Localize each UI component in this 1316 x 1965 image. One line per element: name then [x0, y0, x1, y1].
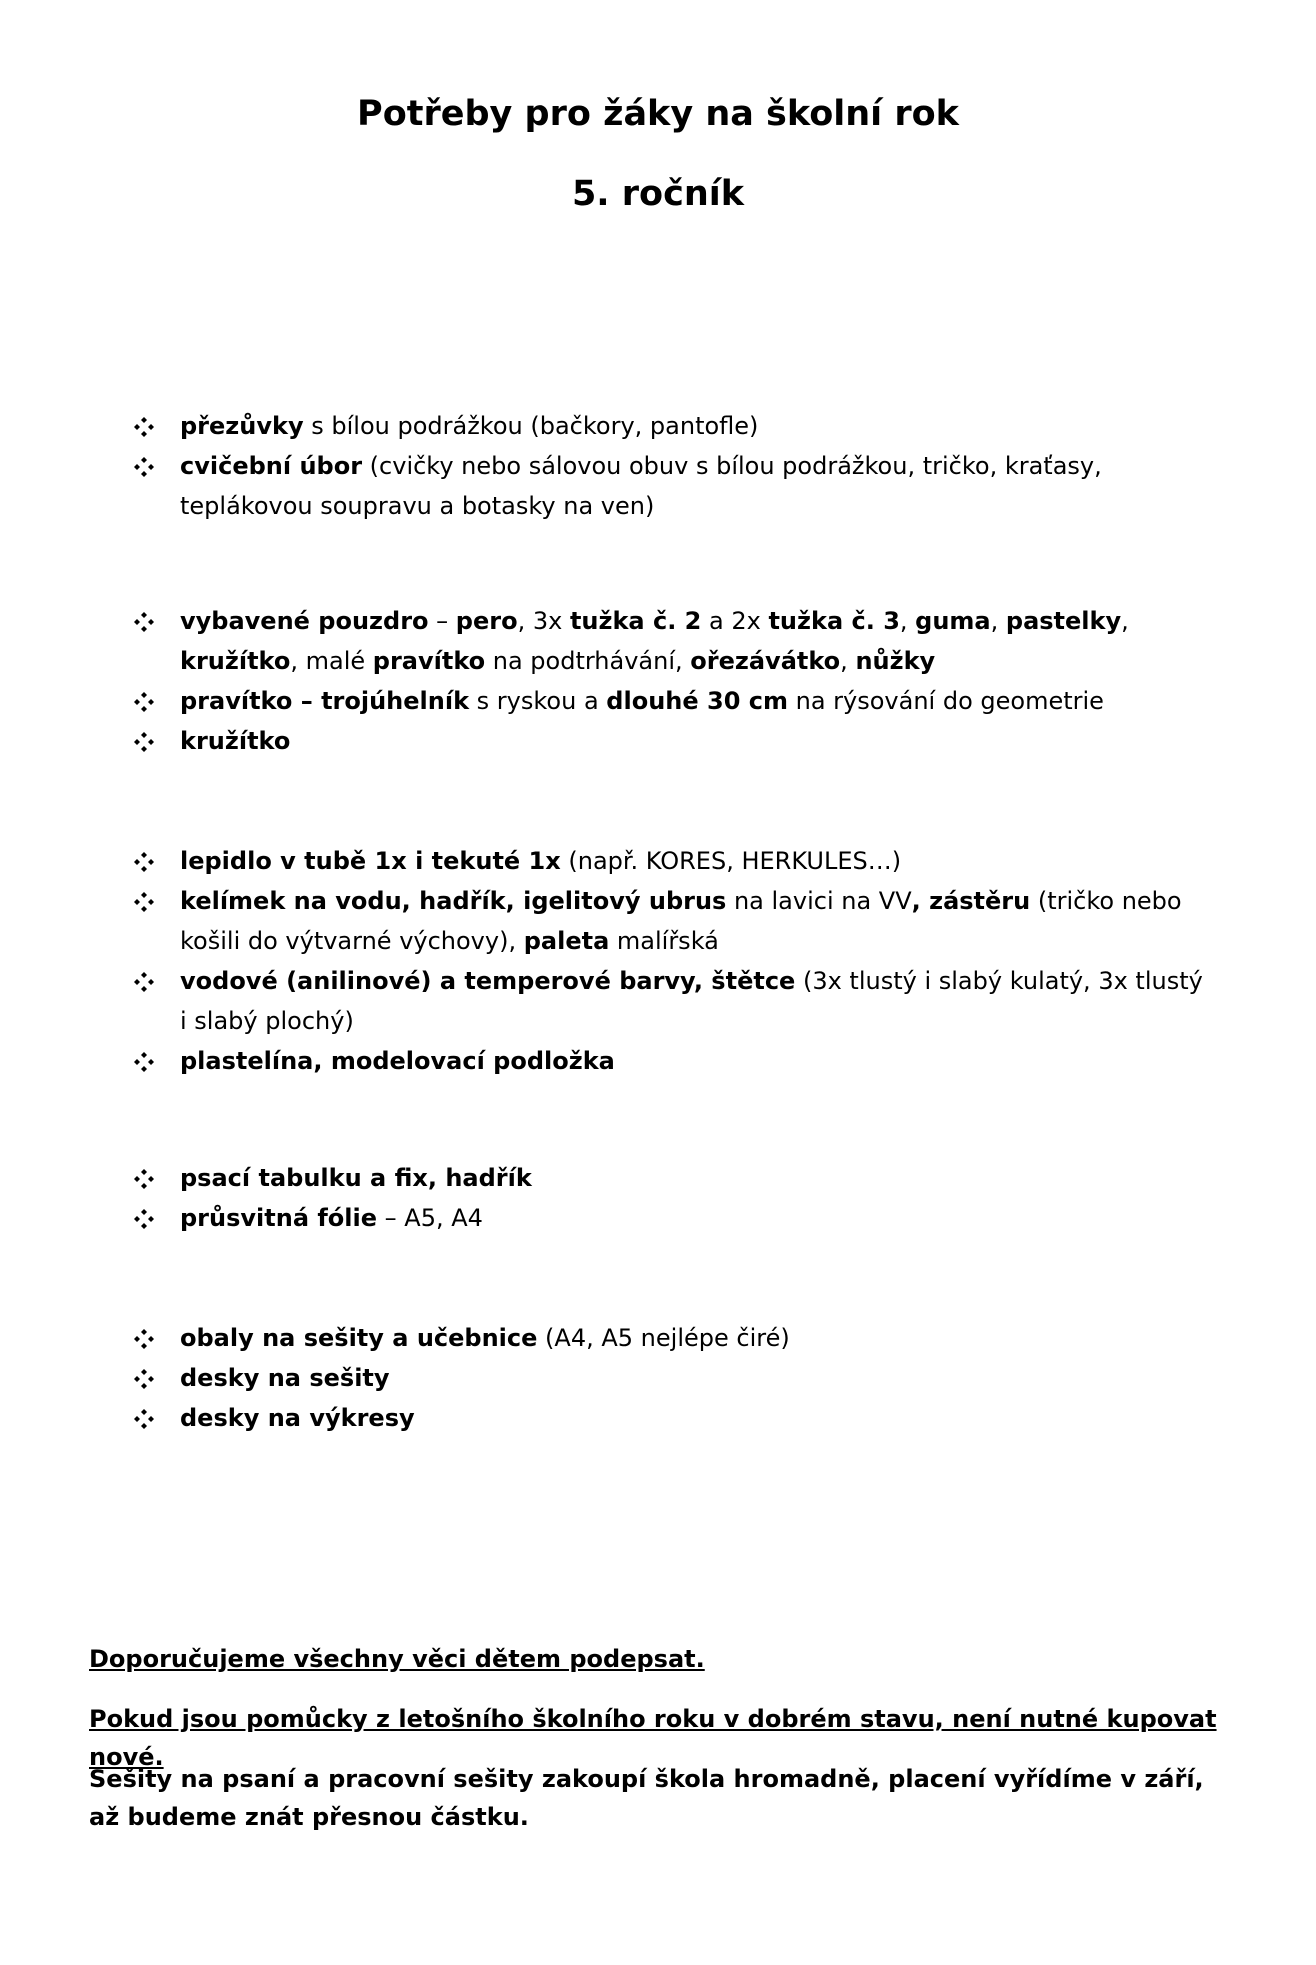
item-text: , [990, 607, 1006, 635]
item-text: , malé [290, 647, 373, 675]
list-item [134, 1318, 1214, 1358]
note-sign-items: Doporučujeme všechny věci dětem podepsat. [89, 1645, 705, 1673]
list-item [134, 1041, 1214, 1081]
list-item [134, 1198, 1214, 1238]
note-workbooks-purchase: Sešity na psaní a pracovní sešity zakoupí škola hromadně, placení vyřídíme v září, až budeme znát přesnou částku. [89, 1765, 1204, 1831]
item-text: (např. KORES, HERKULES…) [560, 847, 902, 875]
page-title: Potřeby pro žáky na školní rok [357, 94, 959, 134]
item-text: , [1121, 607, 1129, 635]
item-bold-text: ořezávátko [690, 647, 841, 675]
item-bold-text: plastelína, modelovací podložka [180, 1047, 615, 1075]
item-bold-text: paleta [523, 927, 610, 955]
supplies-list-writing-board [134, 1158, 1214, 1238]
list-item [134, 1358, 1214, 1398]
item-text: s ryskou a [469, 687, 607, 715]
item-bold-text: pravítko [372, 647, 486, 675]
item-text: malířská [609, 927, 719, 955]
item-bold-text: dlouhé 30 cm [606, 687, 788, 715]
item-bold-text: , zástěru [911, 887, 1031, 915]
list-item [134, 601, 1214, 681]
supplies-list-shoes-clothing [134, 406, 1214, 526]
diamond-bullet-icon [134, 892, 154, 912]
diamond-bullet-icon [134, 1369, 154, 1389]
item-text: (A4, A5 nejlépe čiré) [537, 1324, 790, 1352]
list-item [134, 681, 1214, 721]
diamond-bullet-icon [134, 1052, 154, 1072]
item-text: (3x tlustý i slabý kulatý, 3x tlustý i slabý plochý) [180, 967, 1203, 1035]
item-bold-text: cvičební úbor [180, 452, 363, 480]
list-item [134, 841, 1214, 881]
list-item [134, 961, 1214, 1041]
item-bold-text: psací tabulku a fix, hadřík [180, 1164, 532, 1192]
item-bold-text: přezůvky [180, 412, 304, 440]
item-bold-text: lepidlo v tubě 1x i tekuté 1x [180, 847, 561, 875]
item-bold-text: vodové (anilinové) a temperové barvy, štětce [180, 967, 796, 995]
item-bold-text: tužka č. 2 [569, 607, 702, 635]
item-bold-text: nůžky [855, 647, 936, 675]
item-bold-text: kelímek na vodu, hadřík, igelitový ubrus [180, 887, 727, 915]
list-item [134, 881, 1214, 961]
item-text: na lavici na VV [726, 887, 912, 915]
supplies-list-art [134, 841, 1214, 1081]
diamond-bullet-icon [134, 972, 154, 992]
diamond-bullet-icon [134, 1209, 154, 1229]
diamond-bullet-icon [134, 1409, 154, 1429]
note-reuse-supplies: Pokud jsou pomůcky z letošního školního roku v dobrém stavu, není nutné kupovat nové. [89, 1705, 1217, 1771]
item-bold-text: guma [915, 607, 991, 635]
diamond-bullet-icon [134, 417, 154, 437]
item-bold-text: tužka č. 3 [768, 607, 900, 635]
diamond-bullet-icon [134, 692, 154, 712]
supplies-list-pencil-case [134, 601, 1214, 761]
item-text: , [899, 607, 916, 635]
page-subtitle: 5. ročník [571, 174, 745, 214]
list-item [134, 446, 1214, 526]
diamond-bullet-icon [134, 1169, 154, 1189]
item-bold-text: vybavené pouzdro [180, 607, 429, 635]
item-bold-text: průsvitná fólie [180, 1204, 378, 1232]
item-bold-text: desky na sešity [180, 1364, 390, 1392]
diamond-bullet-icon [134, 612, 154, 632]
list-item [134, 721, 1214, 761]
diamond-bullet-icon [134, 732, 154, 752]
diamond-bullet-icon [134, 852, 154, 872]
item-bold-text: kružítko [180, 647, 291, 675]
supplies-list-covers [134, 1318, 1214, 1438]
item-text: , [840, 647, 856, 675]
item-bold-text: kružítko [180, 727, 291, 755]
item-bold-text: pero [455, 607, 518, 635]
item-text: (tričko nebo košili do výtvarné výchovy), [180, 887, 1182, 955]
item-bold-text: obaly na sešity a učebnice [180, 1324, 538, 1352]
item-bold-text: pravítko – trojúhelník [180, 687, 470, 715]
list-item [134, 1398, 1214, 1438]
item-bold-text: pastelky [1005, 607, 1122, 635]
list-item [134, 406, 1214, 446]
item-text: – [428, 607, 456, 635]
item-text: a 2x [701, 607, 769, 635]
item-text: (cvičky nebo sálovou obuv s bílou podrážkou, tričko, kraťasy, teplákovou soupravu a botasky na ven) [180, 452, 1102, 520]
item-text: , 3x [517, 607, 570, 635]
item-text: s bílou podrážkou (bačkory, pantofle) [303, 412, 759, 440]
diamond-bullet-icon [134, 1329, 154, 1349]
list-item [134, 1158, 1214, 1198]
item-text: na rýsování do geometrie [787, 687, 1104, 715]
item-text: – A5, A4 [377, 1204, 483, 1232]
diamond-bullet-icon [134, 457, 154, 477]
item-text: na podtrhávání, [485, 647, 691, 675]
item-bold-text: desky na výkresy [180, 1404, 415, 1432]
